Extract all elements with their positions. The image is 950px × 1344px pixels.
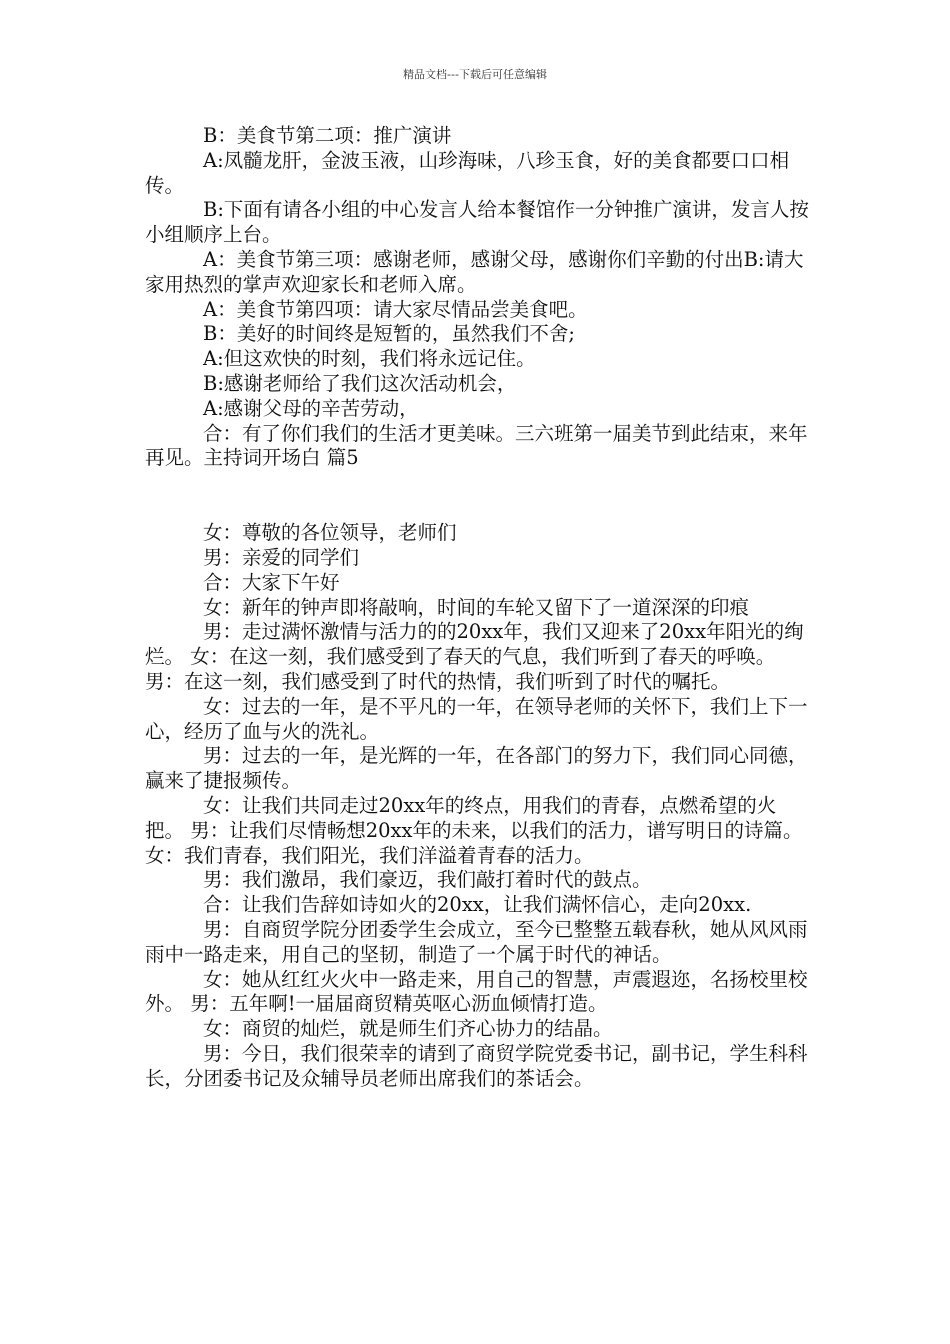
paragraph: A:但这欢快的时刻，我们将永远记住。 xyxy=(203,347,536,371)
paragraph: 女：商贸的灿烂，就是师生们齐心协力的结晶。 xyxy=(203,1017,613,1041)
paragraph: 男：我们激昂，我们豪迈，我们敲打着时代的鼓点。 xyxy=(203,868,652,892)
paragraph: B:下面有请各小组的中心发言人给本餐馆作一分钟推广演讲，发言人按小组顺序上台。 xyxy=(145,198,809,247)
paragraph: 合：让我们告辞如诗如火的20xx，让我们满怀信心，走向20xx. xyxy=(203,893,752,917)
paragraph: A:感谢父母的辛苦劳动， xyxy=(203,396,419,420)
paragraph: B:感谢老师给了我们这次活动机会， xyxy=(203,371,517,395)
paragraph: 合：大家下午好 xyxy=(203,570,340,594)
paragraph: 女：她从红红火火中一路走来，用自己的智慧，声震遐迩，名扬校里校外。 男：五年啊!一届届商贸精英呕心沥血倾情打造。 xyxy=(145,967,808,1016)
paragraph: 合：有了你们我们的生活才更美味。三六班第一届美节到此结束，来年再见。主持词开场白 篇5 xyxy=(145,421,808,470)
document-body xyxy=(145,124,810,1091)
paragraph: A：美食节第四项：请大家尽情品尝美食吧。 xyxy=(203,297,588,321)
paragraph: B：美食节第二项：推广演讲 xyxy=(203,124,452,147)
paragraph: 女：尊敬的各位领导，老师们 xyxy=(203,521,457,545)
blank-gap xyxy=(145,471,810,521)
paragraph: 男：自商贸学院分团委学生会成立，至今已整整五载春秋，她从风风雨雨中一路走来，用自己的坚韧，制造了一个属于时代的神话。 xyxy=(145,917,808,966)
paragraph: 男：亲爱的同学们 xyxy=(203,545,360,569)
paragraph: 男：过去的一年，是光辉的一年，在各部门的努力下，我们同心同德，赢来了捷报频传。 xyxy=(145,744,808,793)
paragraph: 女：让我们共同走过20xx年的终点，用我们的青春，点燃希望的火把。 男：让我们尽情畅想20xx年的未来，以我们的活力，谱写明日的诗篇。 女：我们青春，我们阳光，我们洋溢着青春的活力。 xyxy=(145,793,803,867)
paragraph: 男：今日，我们很荣幸的请到了商贸学院党委书记，副书记，学生科科长，分团委书记及众辅导员老师出席我们的茶话会。 xyxy=(145,1041,808,1090)
paragraph: A:凤髓龙肝，金波玉液，山珍海味，八珍玉食，好的美食都要口口相传。 xyxy=(145,148,790,197)
paragraph: 女：过去的一年，是不平凡的一年，在领导老师的关怀下，我们上下一心，经历了血与火的洗礼。 xyxy=(145,694,808,743)
paragraph: B：美好的时间终是短暂的，虽然我们不舍; xyxy=(203,322,575,346)
page-header: 精品文档---下载后可任意编辑 xyxy=(403,68,547,81)
paragraph: 女：新年的钟声即将敲响，时间的车轮又留下了一道深深的印痕 xyxy=(203,595,750,619)
paragraph: A：美食节第三项：感谢老师，感谢父母，感谢你们辛勤的付出B:请大家用热烈的掌声欢迎家长和老师入席。 xyxy=(145,247,804,296)
paragraph: 男：走过满怀激情与活力的的20xx年，我们又迎来了20xx年阳光的绚烂。 女：在这一刻，我们感受到了春天的气息，我们听到了春天的呼唤。 男：在这一刻，我们感受到了时代的热情，我们听到了时代的嘱托。 xyxy=(145,620,804,693)
